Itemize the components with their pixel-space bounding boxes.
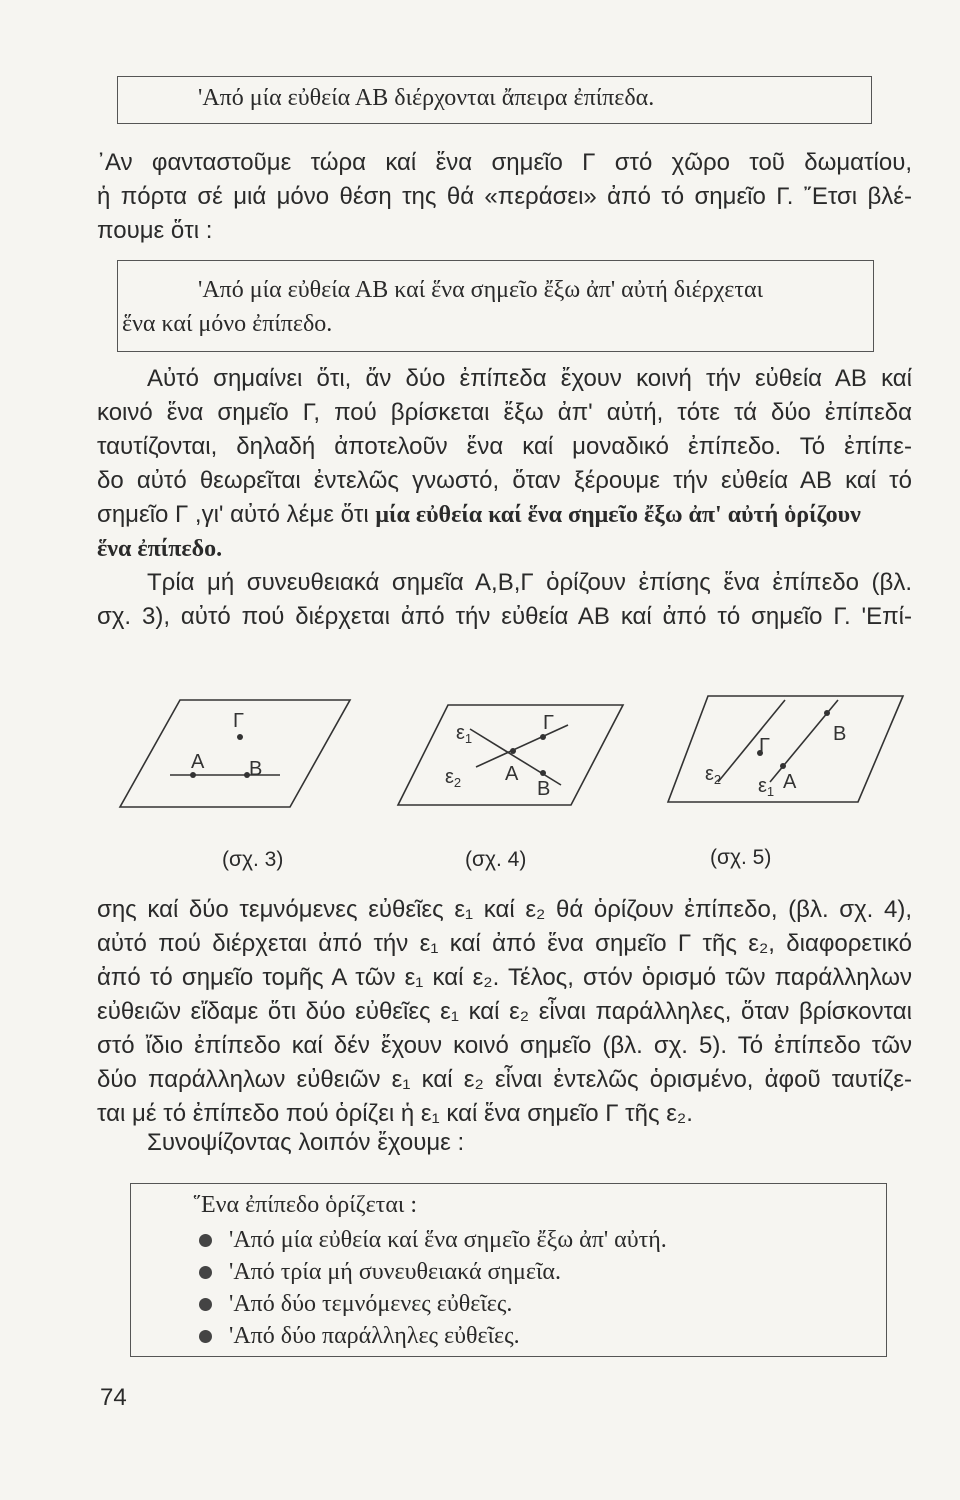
summary-box-plane-definition xyxy=(130,1183,887,1357)
text-segment: σημεῖο Γ ,γι' αὐτό λέμε ὅτι xyxy=(97,501,376,528)
point-b xyxy=(540,770,546,776)
label-a: Α xyxy=(191,751,205,773)
text-line xyxy=(97,498,912,532)
label-e1 xyxy=(758,775,774,799)
line-e2 xyxy=(718,700,785,782)
label-e2-letter: ε xyxy=(705,763,714,785)
label-e1-letter: ε xyxy=(456,722,465,744)
label-e2 xyxy=(445,766,461,790)
label-g: Γ xyxy=(233,710,245,732)
bold-definition: μία εὐθεία καί ἕνα σημεῖο ἔξω ἀπ' αὐτή ὁρίζουν xyxy=(375,502,861,528)
bullet-icon xyxy=(199,1298,212,1311)
text-line: σης καί δύο τεμνόμενες εὐθεῖες ε₁ καί ε₂ θά ὁρίζουν ἐπίπεδο, (βλ. σχ. 4), xyxy=(97,896,912,923)
text-line: ἀπό τό σημεῖο τομῆς Α τῶν ε₁ καί ε₂. Τέλος, στόν ὁρισμό τῶν παράλληλων xyxy=(97,964,912,991)
label-b: Β xyxy=(249,758,263,780)
figure-5-parallel-lines xyxy=(663,690,908,815)
paragraph-planes-coincide xyxy=(97,362,912,566)
list-item xyxy=(191,1320,667,1352)
label-e2-subscript: 2 xyxy=(713,772,722,787)
list-item-text: 'Από τρία μή συνευθειακά σημεῖα. xyxy=(229,1259,562,1285)
figure-4-intersecting-lines xyxy=(393,695,635,815)
point-b xyxy=(824,710,830,716)
list-item xyxy=(191,1288,667,1320)
statement-line-and-point xyxy=(122,273,764,341)
label-e1 xyxy=(456,722,472,746)
paragraph-door-point xyxy=(97,146,912,248)
text-line: αὐτό πού διέρχεται ἀπό τήν ε₁ καί ἀπό ἕνα σημεῖο Γ τῆς ε₂, διαφορετικό xyxy=(97,930,912,957)
label-g: Γ xyxy=(543,712,555,734)
text-line: ται μέ τό ἐπίπεδο πού ὁρίζει ἡ ε₁ καί ἕνα σημεῖο Γ τῆς ε₂. xyxy=(97,1100,693,1127)
point-a xyxy=(780,763,786,769)
point-a-intersection xyxy=(510,748,516,754)
point-g xyxy=(540,734,546,740)
paragraph-three-points xyxy=(97,566,912,634)
text-line: εὐθειῶν εἴδαμε ὅτι δύο εὐθεῖες ε₁ καί ε₂ εἶναι παράλληλες, ὅταν βρίσκονται xyxy=(97,998,912,1025)
list-item-text: 'Από δύο παράλληλες εὐθεῖες. xyxy=(229,1323,520,1349)
label-e2-subscript: 2 xyxy=(453,775,462,790)
statement-line: ἕνα καί μόνο ἐπίπεδο. xyxy=(122,311,333,337)
summary-list xyxy=(191,1224,667,1352)
text-line: πουμε ὅτι : xyxy=(97,217,213,244)
statement-box-line-and-point xyxy=(117,260,874,352)
bullet-icon xyxy=(199,1234,212,1247)
list-item-text: 'Από δύο τεμνόμενες εὐθεῖες. xyxy=(229,1291,513,1317)
label-g: Γ xyxy=(759,735,771,757)
text-line: στό ἴδιο ἐπίπεδο καί δέν ἔχουν κοινό σημεῖο (βλ. σχ. 5). Τό ἐπίπεδο τῶν xyxy=(97,1032,912,1059)
plane-parallelogram xyxy=(398,705,623,805)
label-b: Β xyxy=(833,723,847,745)
list-item-text: 'Από μία εὐθεία καί ἕνα σημεῖο ἔξω ἀπ' αὐτή. xyxy=(229,1227,667,1253)
point-g xyxy=(237,734,243,740)
label-e1-subscript: 1 xyxy=(766,784,775,799)
label-b: Β xyxy=(537,778,551,800)
text-line: δύο παράλληλων εὐθειῶν ε₁ καί ε₂ εἶναι ἐντελῶς ὁρισμένο, ἀφοῦ ταυτίζε- xyxy=(97,1066,912,1093)
paragraph-intersecting-parallel xyxy=(97,893,912,1131)
text-line: Τρία μή συνευθειακά σημεῖα Α,Β,Γ ὁρίζουν ἐπίσης ἕνα ἐπίπεδο (βλ. xyxy=(147,569,912,596)
caption-fig-3: (σχ. 3) xyxy=(222,848,284,871)
page-number: 74 xyxy=(100,1384,127,1411)
bold-definition-end: ἕνα ἐπίπεδο. xyxy=(97,536,223,562)
bullet-icon xyxy=(199,1266,212,1279)
summary-intro: Συνοψίζοντας λοιπόν ἔχουμε : xyxy=(147,1129,465,1156)
statement-line: 'Από μία εὐθεία ΑΒ καί ἕνα σημεῖο ἔξω ἀπ' αὐτή διέρχεται xyxy=(198,277,764,303)
text-line: σχ. 3), αὐτό πού διέρχεται ἀπό τήν εὐθεία ΑΒ καί ἀπό τό σημεῖο Γ. 'Επί- xyxy=(97,603,912,630)
text-line: Αὐτό σημαίνει ὅτι, ἄν δύο ἐπίπεδα ἔχουν κοινή τήν εὐθεία ΑΒ καί xyxy=(147,365,912,392)
text-line: ἡ πόρτα σέ μιά μόνο θέση της θά «περάσει» ἀπό τό σημεῖο Γ. ῎Ετσι βλέ- xyxy=(97,183,912,210)
figure-3-line-and-point xyxy=(115,695,357,815)
label-e2 xyxy=(705,763,721,787)
summary-title: ῞Ενα ἐπίπεδο ὁρίζεται : xyxy=(193,1192,418,1218)
list-item xyxy=(191,1224,667,1256)
text-line: ᾿Αν φανταστοῦμε τώρα καί ἕνα σημεῖο Γ στό χῶρο τοῦ δωματίου, xyxy=(97,149,912,176)
bullet-icon xyxy=(199,1330,212,1343)
label-a: Α xyxy=(505,763,519,785)
caption-fig-5: (σχ. 5) xyxy=(710,846,772,869)
text-line: ταυτίζονται, δηλαδή ἀποτελοῦν ἕνα καί μοναδικό ἐπίπεδο. Τό ἐπίπε- xyxy=(97,433,912,460)
text-line: δο αὐτό θεωρεῖται ἐντελῶς γνωστό, ὅταν ξέρουμε τήν εὐθεία ΑΒ καί τό xyxy=(97,467,912,494)
label-e2-letter: ε xyxy=(445,766,454,788)
text-line: κοινό ἕνα σημεῖο Γ, πού βρίσκεται ἔξω ἀπ' αὐτή, τότε τά δύο ἐπίπεδα xyxy=(97,399,912,426)
label-e1-subscript: 1 xyxy=(464,731,473,746)
caption-fig-4: (σχ. 4) xyxy=(465,848,527,871)
label-a: Α xyxy=(783,771,797,793)
list-item xyxy=(191,1256,667,1288)
statement-box-infinite-planes xyxy=(117,76,872,124)
label-e1-letter: ε xyxy=(758,775,767,797)
statement-infinite-planes: 'Από μία εὐθεία ΑΒ διέρχονται ἄπειρα ἐπίπεδα. xyxy=(198,85,655,111)
